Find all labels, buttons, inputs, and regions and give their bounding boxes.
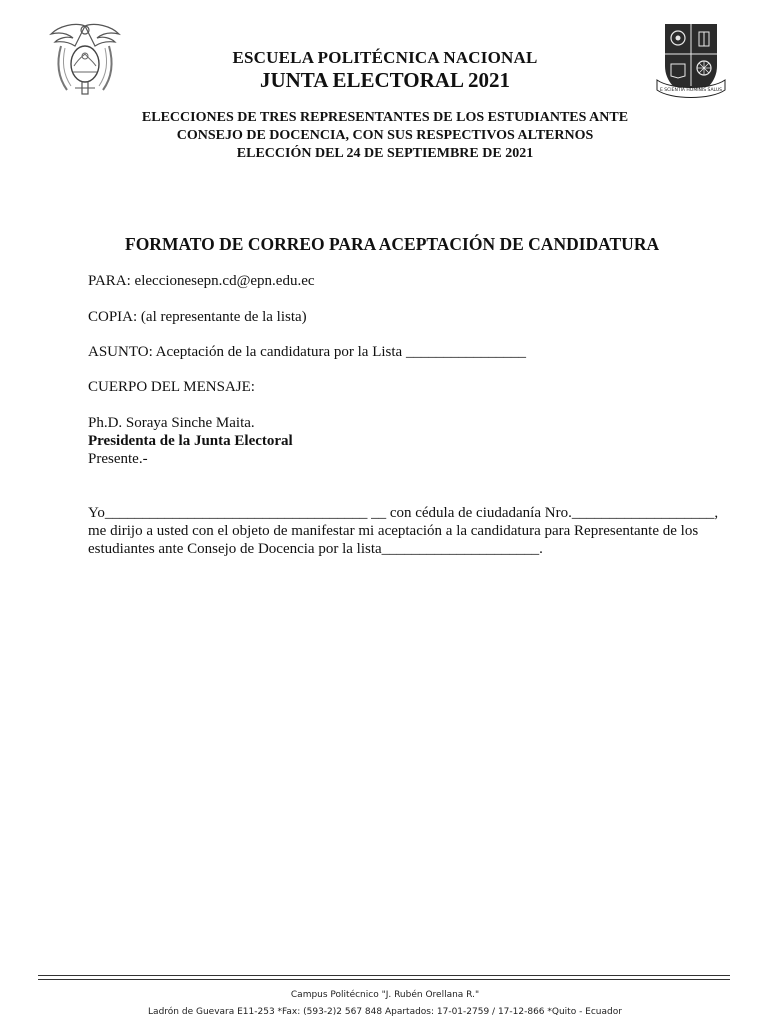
footer-rule-top (38, 975, 730, 976)
footer-rule-bottom (38, 979, 730, 980)
recipient-name: Ph.D. Soraya Sinche Maita. (88, 415, 255, 431)
institution-name: ESCUELA POLITÉCNICA NACIONAL (232, 48, 538, 67)
asunto-line: ASUNTO: Aceptación de la candidatura por la Lista ________________ (88, 344, 526, 360)
board-name: JUNTA ELECTORAL 2021 (259, 68, 511, 92)
seal-motto: E SCIENTIA HOMINIS SALUS (660, 88, 722, 93)
copia-line: COPIA: (al representante de la lista) (88, 309, 307, 325)
footer-address: Ladrón de Guevara E11-253 *Fax: (593-2)2 567 848 Apartados: 17-01-2759 / 17-12-866 *Quito - Ecuador (148, 1007, 622, 1017)
body-line-2: me dirijo a usted con el objeto de manifestar mi aceptación a la candidatura para Representante de los (88, 523, 699, 539)
presente-line: Presente.- (88, 451, 148, 467)
body-line-1: Yo___________________________________ __ con cédula de ciudadanía Nro.___________________, (88, 505, 719, 521)
recipient-title: Presidenta de la Junta Electoral (88, 433, 293, 449)
para-line: PARA: eleccionesepn.cd@epn.edu.ec (88, 273, 315, 289)
subtitle-line-1: ELECCIONES DE TRES REPRESENTANTES DE LOS ESTUDIANTES ANTE (141, 110, 629, 125)
subtitle-line-2: CONSEJO DE DOCENCIA, CON SUS RESPECTIVOS ALTERNOS (176, 128, 594, 143)
cuerpo-label: CUERPO DEL MENSAJE: (88, 379, 255, 395)
subtitle-line-3: ELECCIÓN DEL 24 DE SEPTIEMBRE DE 2021 (236, 146, 534, 161)
form-title: FORMATO DE CORREO PARA ACEPTACIÓN DE CANDIDATURA (125, 234, 660, 254)
body-line-3: estudiantes ante Consejo de Docencia por la lista_____________________. (88, 541, 543, 557)
footer-campus: Campus Politécnico "J. Rubén Orellana R." (290, 990, 480, 1000)
